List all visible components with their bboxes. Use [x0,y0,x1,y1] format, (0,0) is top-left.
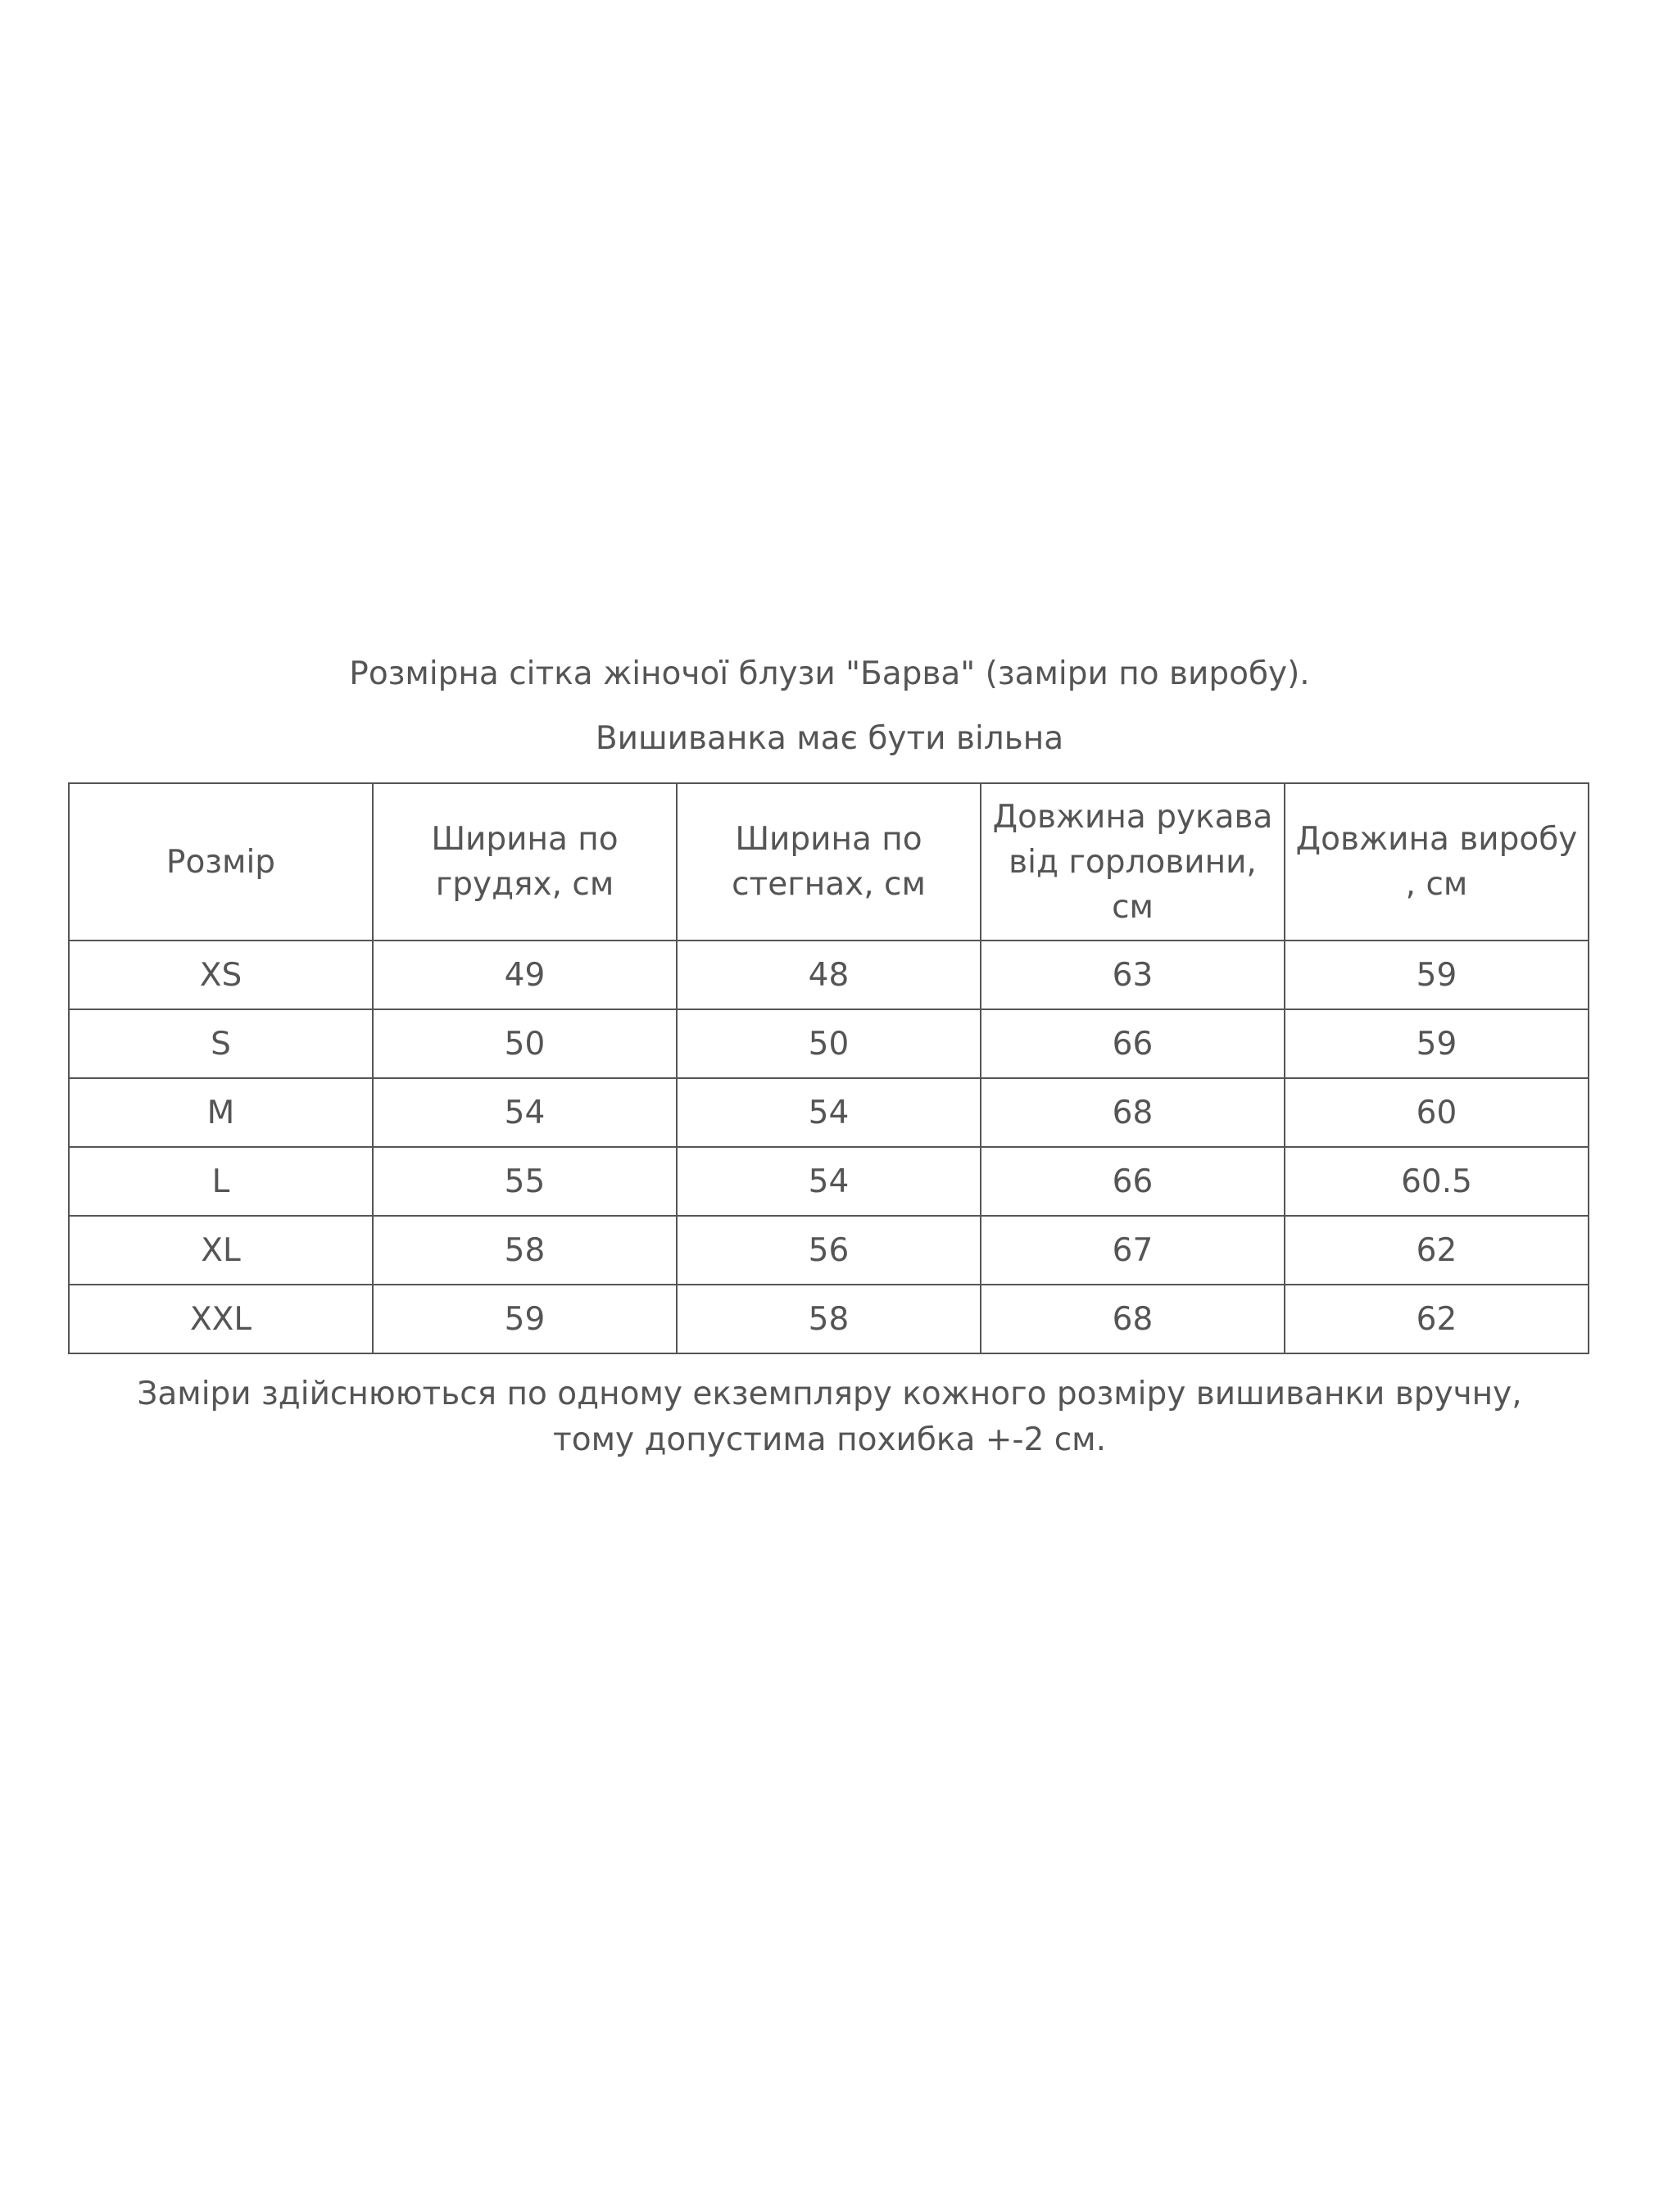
cell-garment-length: 60.5 [1285,1147,1589,1216]
cell-sleeve-length: 68 [981,1078,1285,1147]
cell-garment-length: 62 [1285,1216,1589,1285]
cell-size: S [69,1009,373,1078]
table-row [69,1285,1589,1353]
header-garment-length: Довжина виробу , см [1285,783,1589,941]
cell-hip-width: 48 [677,941,981,1009]
cell-chest-width: 50 [373,1009,677,1078]
cell-hip-width: 54 [677,1147,981,1216]
cell-sleeve-length: 67 [981,1216,1285,1285]
cell-garment-length: 60 [1285,1078,1589,1147]
table-row [69,1078,1589,1147]
cell-sleeve-length: 68 [981,1285,1285,1353]
cell-size: XL [69,1216,373,1285]
table-row [69,1216,1589,1285]
cell-chest-width: 58 [373,1216,677,1285]
cell-size: M [69,1078,373,1147]
cell-chest-width: 59 [373,1285,677,1353]
cell-chest-width: 49 [373,941,677,1009]
header-size: Розмір [69,783,373,941]
header-sleeve-length: Довжина рукава від горловини, см [981,783,1285,941]
measurement-note: Заміри здійснюються по одному екземпляру кожного розміру вишиванки вручну, тому допустима похибка +-2 см. [137,1376,1522,1458]
cell-garment-length: 62 [1285,1285,1589,1353]
table-header-row [69,783,1589,941]
table-row [69,941,1589,1009]
cell-hip-width: 56 [677,1216,981,1285]
cell-sleeve-length: 66 [981,1147,1285,1216]
cell-size: L [69,1147,373,1216]
cell-sleeve-length: 66 [981,1009,1285,1078]
size-chart-table [68,782,1589,1354]
cell-size: XXL [69,1285,373,1353]
cell-hip-width: 50 [677,1009,981,1078]
cell-chest-width: 54 [373,1078,677,1147]
cell-hip-width: 58 [677,1285,981,1353]
cell-garment-length: 59 [1285,1009,1589,1078]
table-row [69,1147,1589,1216]
cell-garment-length: 59 [1285,941,1589,1009]
cell-sleeve-length: 63 [981,941,1285,1009]
cell-chest-width: 55 [373,1147,677,1216]
header-hip-width: Ширина по стегнах, см [677,783,981,941]
header-chest-width: Ширина по грудях, см [373,783,677,941]
page-subtitle: Вишиванка має бути вільна [595,720,1064,757]
table-row [69,1009,1589,1078]
cell-hip-width: 54 [677,1078,981,1147]
page-title: Розмірна сітка жіночої блузи "Барва" (заміри по виробу). [349,655,1310,692]
cell-size: XS [69,941,373,1009]
